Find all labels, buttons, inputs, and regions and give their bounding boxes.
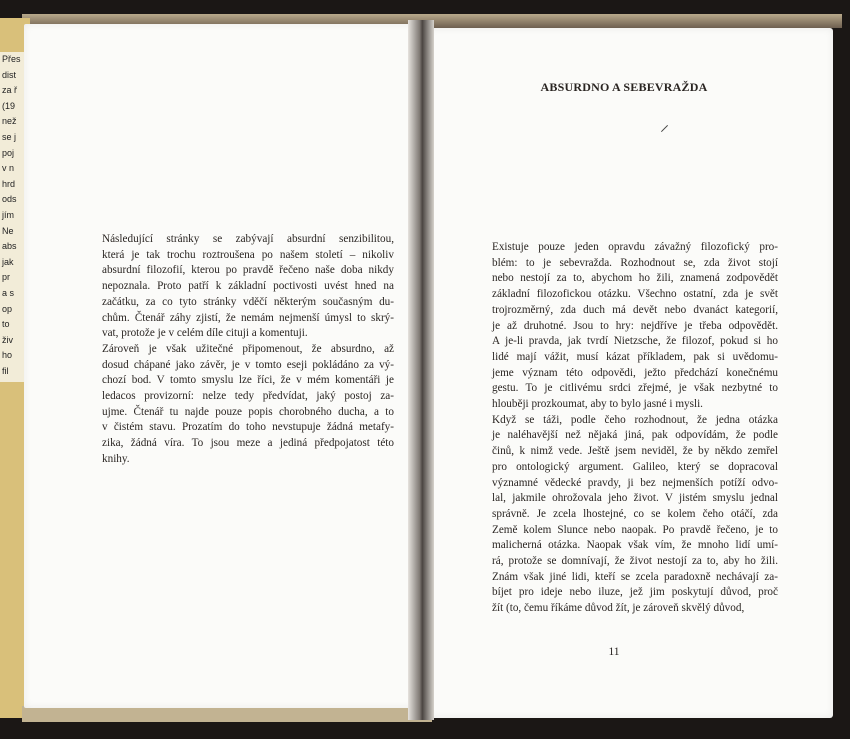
text-line: A je-li pravda, jak tvrdí Nietzsche, že filozof, pokud si ho — [492, 335, 778, 348]
cover-text-line: za ř — [2, 85, 18, 96]
cover-text-line: a s — [2, 287, 15, 298]
paragraph — [478, 240, 778, 413]
page-number: 11 — [608, 646, 620, 658]
text-line: lidé mají vážit, musí kázat příkladem, pak si uvědomu- — [492, 350, 778, 363]
text-line: Následující stránky se zabývají absurdní senzibilitou, — [102, 233, 394, 245]
right-page-text — [478, 240, 778, 617]
cover-text-line: se j — [2, 131, 17, 142]
cover-text-line: dist — [2, 69, 17, 80]
text-line: Zároveň je však užitečné připomenout, že absurdno, až — [102, 342, 394, 355]
cover-text-line: Přes — [2, 54, 21, 64]
text-line: která je tak trochu roztroušena po našem století – nikoliv — [102, 248, 394, 261]
text-line: je až druhotné. Jsou to hry: nejdříve je třeba odpovědět. — [492, 319, 778, 332]
book-bottom-edge — [22, 706, 432, 722]
cover-text-line: (19 — [2, 100, 16, 111]
text-line: žít (to, čemu říkáme důvod žít, je zároveň skvělý důvod, — [492, 602, 745, 615]
cover-text-line: abs — [2, 241, 17, 252]
text-line: Když se táži, podle čeho rozhodnout, že jedna otázka — [492, 413, 778, 426]
paragraph — [478, 413, 778, 617]
text-line: činů, k nimž vede. Ještě jsem neviděl, že by někdo zemřel — [492, 445, 778, 458]
text-line: chům. Čtenář záhy zjistí, že nemám nejmenší úmysl to skrý- — [102, 311, 394, 324]
text-line: začátku, za co tyto stránky vděčí některým současným du- — [102, 295, 394, 308]
text-line: vat, protože je v celém díle cituji a komentuji. — [102, 327, 308, 340]
paragraph — [88, 232, 394, 342]
text-line: blém: to je sebevražda. Rozhodnout se, zda život stojí — [492, 256, 778, 269]
chapter-title: ABSURDNO A SEBEVRAŽDA — [540, 80, 708, 94]
text-line: lal, jakmile ohrožovala jeho život. V jistém smyslu jednal — [492, 492, 778, 505]
cover-text-line: hrd — [2, 178, 16, 189]
text-line: chozí bod. V tomto smyslu lze říci, že v mém komentáři je — [102, 374, 394, 387]
text-line: trojrozměrný, zda duch má devět nebo dvanáct kategorií, — [492, 303, 778, 316]
text-line: knihy. — [102, 452, 130, 465]
left-page-text — [88, 232, 394, 468]
text-line: pro ontologický argument. Galileo, který se dopracoval — [492, 460, 778, 473]
text-line: základní filozofickou otázku. Všechno ostatní, zda je svět — [492, 288, 778, 301]
cover-text-line: ho — [2, 350, 13, 361]
cover-text-line: ods — [2, 194, 17, 205]
text-line: dosud chápané jako závěr, je v tomto eseji pokládáno za vý- — [102, 358, 394, 371]
text-line: Znám však jiné lidi, kteří se zcela paradoxně nechávají za- — [492, 570, 778, 583]
text-line: zika, žádná víra. To jsou meze a jediná předpojatost této — [102, 437, 394, 450]
cover-text-line: v n — [2, 163, 15, 174]
cover-text-fragment — [0, 52, 24, 382]
cover-text-line: poj — [2, 147, 15, 158]
text-line: ledacos provizorní: nelze tedy předvídat, jaký postoj za- — [102, 390, 394, 403]
cover-text-line: Ne — [2, 225, 14, 236]
text-line: jeme význam této odpovědi, ježto předchází konečnému — [492, 366, 778, 379]
text-line: ujme. Čtenář tu najde pouze popis chorobného ducha, a to — [102, 405, 394, 418]
text-line: je naléhavější než nějaká jiná, pak odpovídám, že podle — [492, 429, 778, 442]
text-line: hlouběji prozkoumat, aby to bylo jasné i mysli. — [492, 398, 703, 411]
text-line: absurdní filozofií, kterou po pravdě řečeno naše doba nikdy — [102, 264, 394, 277]
cover-text-line: než — [2, 116, 17, 127]
text-line: významné vědecké pravdy, ji bez nejmenších potíží odvo- — [492, 476, 778, 489]
paragraph — [88, 342, 394, 468]
cover-text-line: fil — [2, 365, 9, 376]
cover-text-line: jak — [2, 256, 14, 267]
text-line: gestu. To je citlivému srdci zřejmé, je však nezbytné to — [492, 382, 778, 395]
text-line: Existuje pouze jeden opravdu závažný filozofický pro- — [492, 241, 778, 253]
cover-text-line: jím — [2, 209, 14, 220]
text-line: bíjet pro ideje nebo iluze, jež jim poskytují důvod, proč — [492, 586, 778, 599]
text-line: rá, protože se domnívají, že život nestojí za to, aby ho žili. — [492, 555, 778, 568]
text-line: nebo nestojí za to, abychom ho žili, znamená zodpovědět — [492, 272, 778, 285]
cover-text-line: živ — [2, 334, 13, 345]
text-line: správně. Je zcela lhostejné, co se kolem čeho otáčí, zda — [492, 507, 778, 520]
book-gutter — [408, 20, 434, 720]
cover-text-line: op — [2, 303, 13, 314]
text-line: nepoznala. Proto patří k základní poctivosti uvést hned na — [102, 280, 394, 293]
text-line: malicherná otázka. Naopak však vím, že mnoho lidí umí- — [492, 539, 778, 552]
cover-text-line: pr — [2, 272, 11, 283]
cover-text-line: to — [2, 319, 10, 330]
text-line: v čistém stavu. Prozatím do toho nevstupuje žádná metafy- — [102, 421, 394, 434]
text-line: Země kolem Slunce nebo naopak. Po pravdě řečeno, je to — [492, 523, 778, 536]
